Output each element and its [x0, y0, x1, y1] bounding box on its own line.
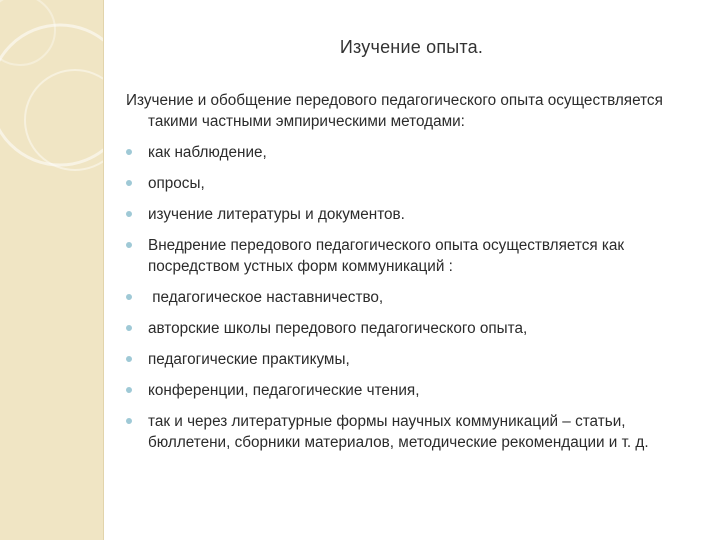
bullet-icon	[126, 356, 132, 362]
list-item-text: опросы,	[148, 175, 205, 192]
list-item	[126, 204, 706, 225]
list-item-text: авторские школы передового педагогического опыта,	[148, 320, 528, 337]
bullet-icon	[126, 211, 132, 217]
list-item-text: так и через литературные формы научных коммуникаций – статьи, бюллетени, сборники материалов, методические рекомендации и т. д.	[148, 413, 649, 451]
decorative-side-panel	[0, 0, 104, 540]
list-item-text: изучение литературы и документов.	[148, 206, 405, 223]
list-item-text: педагогические практикумы,	[148, 351, 350, 368]
bullet-icon	[126, 387, 132, 393]
list-item-text: как наблюдение,	[148, 144, 267, 161]
list-item	[126, 411, 706, 453]
list-item-text: конференции, педагогические чтения,	[148, 382, 420, 399]
decorative-circles	[0, 0, 103, 540]
list-item	[126, 235, 706, 277]
list-item	[126, 142, 706, 163]
list-item	[126, 287, 706, 308]
list-item	[126, 349, 706, 370]
list-item-text: педагогическое наставничество,	[148, 289, 384, 306]
bullet-icon	[126, 418, 132, 424]
list-item-text: Внедрение передового педагогического опыта осуществляется как посредством устных форм коммуникаций :	[148, 237, 625, 275]
bullet-icon	[126, 180, 132, 186]
list-item	[126, 318, 706, 339]
slide-body	[126, 90, 706, 463]
slide-title: Изучение опыта.	[339, 37, 484, 57]
bullet-icon	[126, 149, 132, 155]
bullet-icon	[126, 294, 132, 300]
intro-paragraph: Изучение и обобщение передового педагогического опыта осуществляется такими частными эмпирическими методами:	[126, 92, 663, 130]
list-item	[126, 173, 706, 194]
bullet-icon	[126, 242, 132, 248]
bullet-list	[126, 142, 706, 453]
bullet-icon	[126, 325, 132, 331]
list-item	[126, 380, 706, 401]
